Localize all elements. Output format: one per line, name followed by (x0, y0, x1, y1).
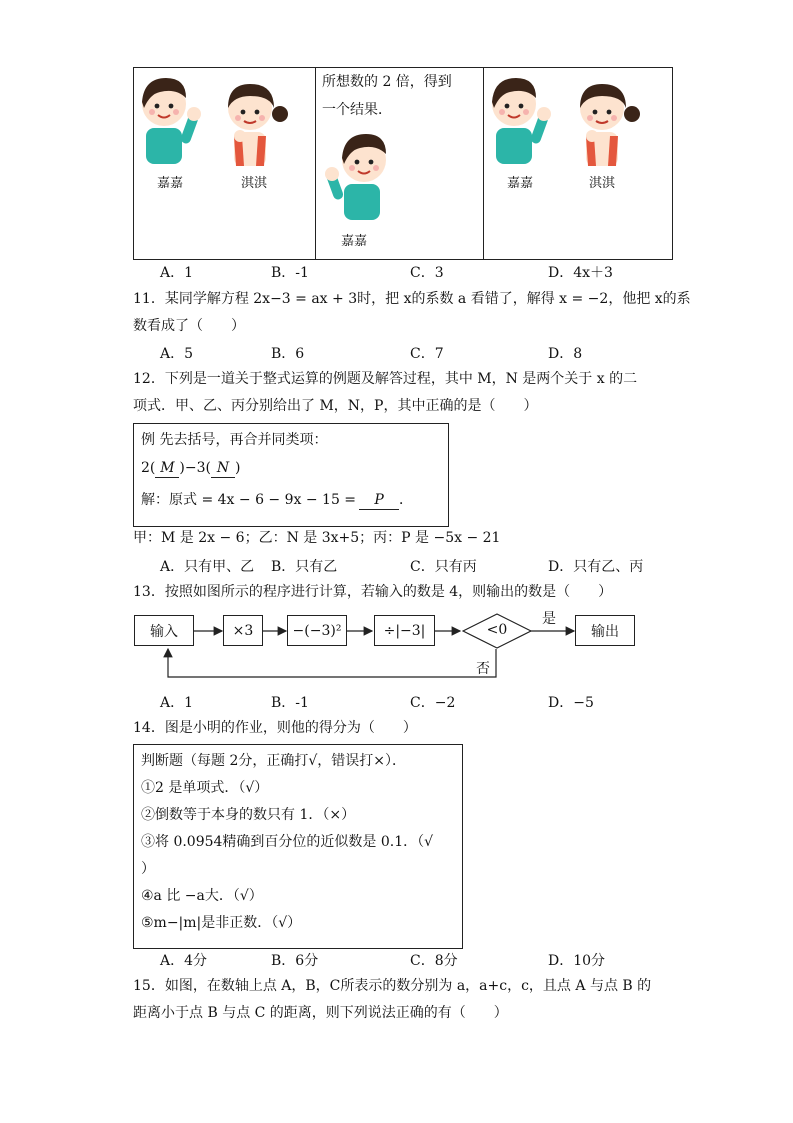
q12-option-c: C．只有丙 (410, 559, 477, 575)
q11-option-c: C．7 (410, 346, 444, 362)
flow-step-divide: ÷|−3| (374, 615, 435, 646)
q10-option-a: A．1 (160, 265, 194, 281)
q14-option-b: B．6分 (271, 953, 319, 969)
q12-example-solution: 解：原式 = 4x − 6 − 9x − 15 = P ． (141, 492, 414, 508)
q12-stem-line-2: 项式．甲、乙、丙分别给出了 M，N，P，其中正确的是（ ） (133, 398, 538, 414)
boy-character-icon (322, 126, 392, 224)
q15-stem-line-2: 距离小于点 B 与点 C 的距离，则下列说法正确的有（ ） (133, 1005, 508, 1021)
q12-example-expression: 2( M )−3( N ) (141, 460, 241, 476)
boy-character-icon (138, 70, 208, 168)
q13-option-c: C．−2 (410, 695, 456, 711)
q12-option-d: D．只有乙、丙 (548, 559, 644, 575)
q12-option-a: A．只有甲、乙 (160, 559, 255, 575)
q14-option-c: C．8分 (410, 953, 458, 969)
panel-right-name-2: 淇淇 (588, 176, 615, 191)
flow-no-label: 否 (476, 661, 490, 677)
q14-box-line-7: ⑤m−|m|是非正数．（√） (141, 915, 302, 931)
q11-option-a: A．5 (160, 346, 194, 362)
flow-condition-label: <0 (486, 622, 508, 638)
flow-yes-label: 是 (542, 611, 556, 627)
flow-step-subtract: −(−3)² (287, 615, 347, 646)
q14-box-line-4: ③将 0.0954精确到百分位的近似数是 0.1．（√ (141, 834, 434, 850)
flow-input-box: 输入 (134, 615, 194, 646)
q12-example-title: 例 先去括号，再合并同类项： (141, 432, 328, 448)
girl-character-icon (220, 74, 290, 168)
q14-option-d: D．10分 (548, 953, 606, 969)
q13-option-b: B．-1 (271, 695, 309, 711)
flow-step-multiply: ×3 (223, 615, 263, 646)
blank-m: M (155, 459, 179, 478)
q10-divider-2 (483, 67, 484, 260)
boy-character-icon (488, 70, 558, 168)
panel-left-name-1: 嘉嘉 (156, 176, 183, 191)
q14-box-line-5: ） (141, 861, 155, 877)
q13-option-a: A．1 (160, 695, 194, 711)
q10-option-b: B．-1 (271, 265, 309, 281)
q13-option-d: D．−5 (548, 695, 594, 711)
q12-answers: 甲：M 是 2x − 6；乙：N 是 3x+5；丙：P 是 −5x − 21 (133, 530, 501, 546)
q11-option-d: D．8 (548, 346, 583, 362)
q14-stem: 14．图是小明的作业，则他的得分为（ ） (133, 720, 417, 736)
blank-p: P (359, 491, 399, 510)
q11-stem-line-2: 数看成了（ ） (133, 318, 245, 334)
q14-box-line-1: 判断题（每题 2分，正确打√，错误打×）． (141, 753, 407, 769)
q10-divider-1 (315, 67, 316, 260)
q14-box-line-3: ②倒数等于本身的数只有 1．（×） (141, 807, 356, 823)
q12-stem-line-1: 12．下列是一道关于整式运算的例题及解答过程，其中 M，N 是两个关于 x 的二 (133, 371, 638, 387)
blank-n: N (211, 459, 235, 478)
panel-right-name-1: 嘉嘉 (506, 176, 533, 191)
panel-left-name-2: 淇淇 (240, 176, 267, 191)
q12-option-b: B．只有乙 (271, 559, 338, 575)
panel-middle-line-2: 一个结果． (322, 102, 392, 118)
q14-box-line-2: ①2 是单项式．（√） (141, 780, 269, 796)
q10-option-c: C．3 (410, 265, 444, 281)
q11-stem-line-1: 11．某同学解方程 2x−3 = ax + 3时，把 x的系数 a 看错了，解得 x = −2，他把 x的系 (133, 291, 691, 307)
q10-option-d: D．4x＋3 (548, 265, 613, 281)
panel-middle-line-1: 所想数的 2 倍，得到 (322, 74, 452, 90)
q14-box-line-6: ④a 比 −a大．（√） (141, 888, 263, 904)
q13-stem: 13．按照如图所示的程序进行计算，若输入的数是 4，则输出的数是（ ） (133, 584, 613, 600)
girl-character-icon (572, 74, 642, 168)
panel-middle-name: 嘉嘉 (340, 234, 367, 249)
q15-stem-line-1: 15．如图，在数轴上点 A，B，C所表示的数分别为 a，a+c，c，且点 A 与点 B 的 (133, 978, 652, 994)
q14-option-a: A．4分 (160, 953, 208, 969)
flow-output-box: 输出 (575, 615, 635, 646)
q11-option-b: B．6 (271, 346, 305, 362)
